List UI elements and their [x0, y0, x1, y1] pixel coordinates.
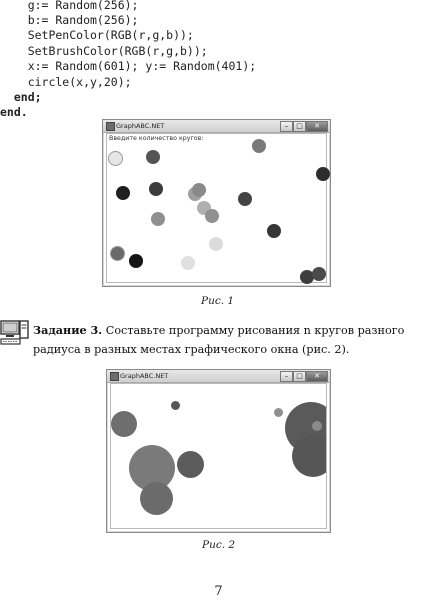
circle [312, 267, 326, 281]
code-line: circle(x,y,20); [0, 75, 132, 89]
circle [267, 224, 281, 238]
code-line: b:= Random(256); [0, 13, 139, 27]
code-line: end; [0, 90, 42, 104]
window-titlebar [107, 370, 330, 383]
figure2-window [106, 369, 331, 533]
task-label: Задание 3. [33, 323, 103, 337]
code-line: end. [0, 105, 28, 119]
minimize-icon[interactable]: – [280, 121, 293, 132]
code-line: x:= Random(601); y:= Random(401); [0, 59, 257, 73]
code-line: SetPenColor(RGB(r,g,b)); [0, 28, 194, 42]
input-prompt: Введите количество кругов: [109, 135, 204, 142]
circle [140, 482, 173, 515]
code-line: g:= Random(256); [0, 0, 139, 12]
circle [108, 151, 123, 166]
task-statement [33, 321, 437, 359]
circle [177, 451, 204, 478]
circle [238, 192, 252, 206]
minimize-icon[interactable]: – [280, 371, 293, 382]
close-icon[interactable]: ✕ [306, 121, 328, 132]
circle [146, 150, 160, 164]
page-number: 7 [214, 584, 223, 599]
circle [274, 408, 283, 417]
app-icon [106, 122, 115, 131]
circle [151, 212, 165, 226]
circle [171, 401, 180, 410]
circle [292, 435, 327, 477]
app-icon [110, 372, 119, 381]
code-line: SetBrushColor(RGB(r,g,b)); [0, 44, 208, 58]
circle [205, 209, 219, 223]
circle [110, 246, 125, 261]
computer-icon [0, 318, 30, 348]
circle [192, 183, 206, 197]
graphics-canvas [106, 133, 327, 283]
task-body: Составьте программу рисования n кругов разного радиуса в разных местах графического окна (рис. 2). [33, 324, 405, 356]
circle [149, 182, 163, 196]
maximize-icon[interactable]: □ [293, 121, 306, 132]
figure1-caption: Рис. 1 [201, 295, 235, 307]
close-icon[interactable]: ✕ [306, 371, 328, 382]
figure1-window [102, 119, 331, 287]
circle [181, 256, 195, 270]
circle [316, 167, 330, 181]
graphics-canvas [110, 383, 327, 529]
circle [129, 254, 143, 268]
maximize-icon[interactable]: □ [293, 371, 306, 382]
figure2-caption: Рис. 2 [202, 539, 236, 551]
circle [209, 237, 223, 251]
circle [111, 411, 137, 437]
window-title: GraphABC.NET [116, 122, 165, 130]
window-title: GraphABC.NET [120, 372, 169, 380]
circle [252, 139, 266, 153]
circle [116, 186, 130, 200]
circle [312, 421, 322, 431]
window-titlebar [103, 120, 330, 133]
